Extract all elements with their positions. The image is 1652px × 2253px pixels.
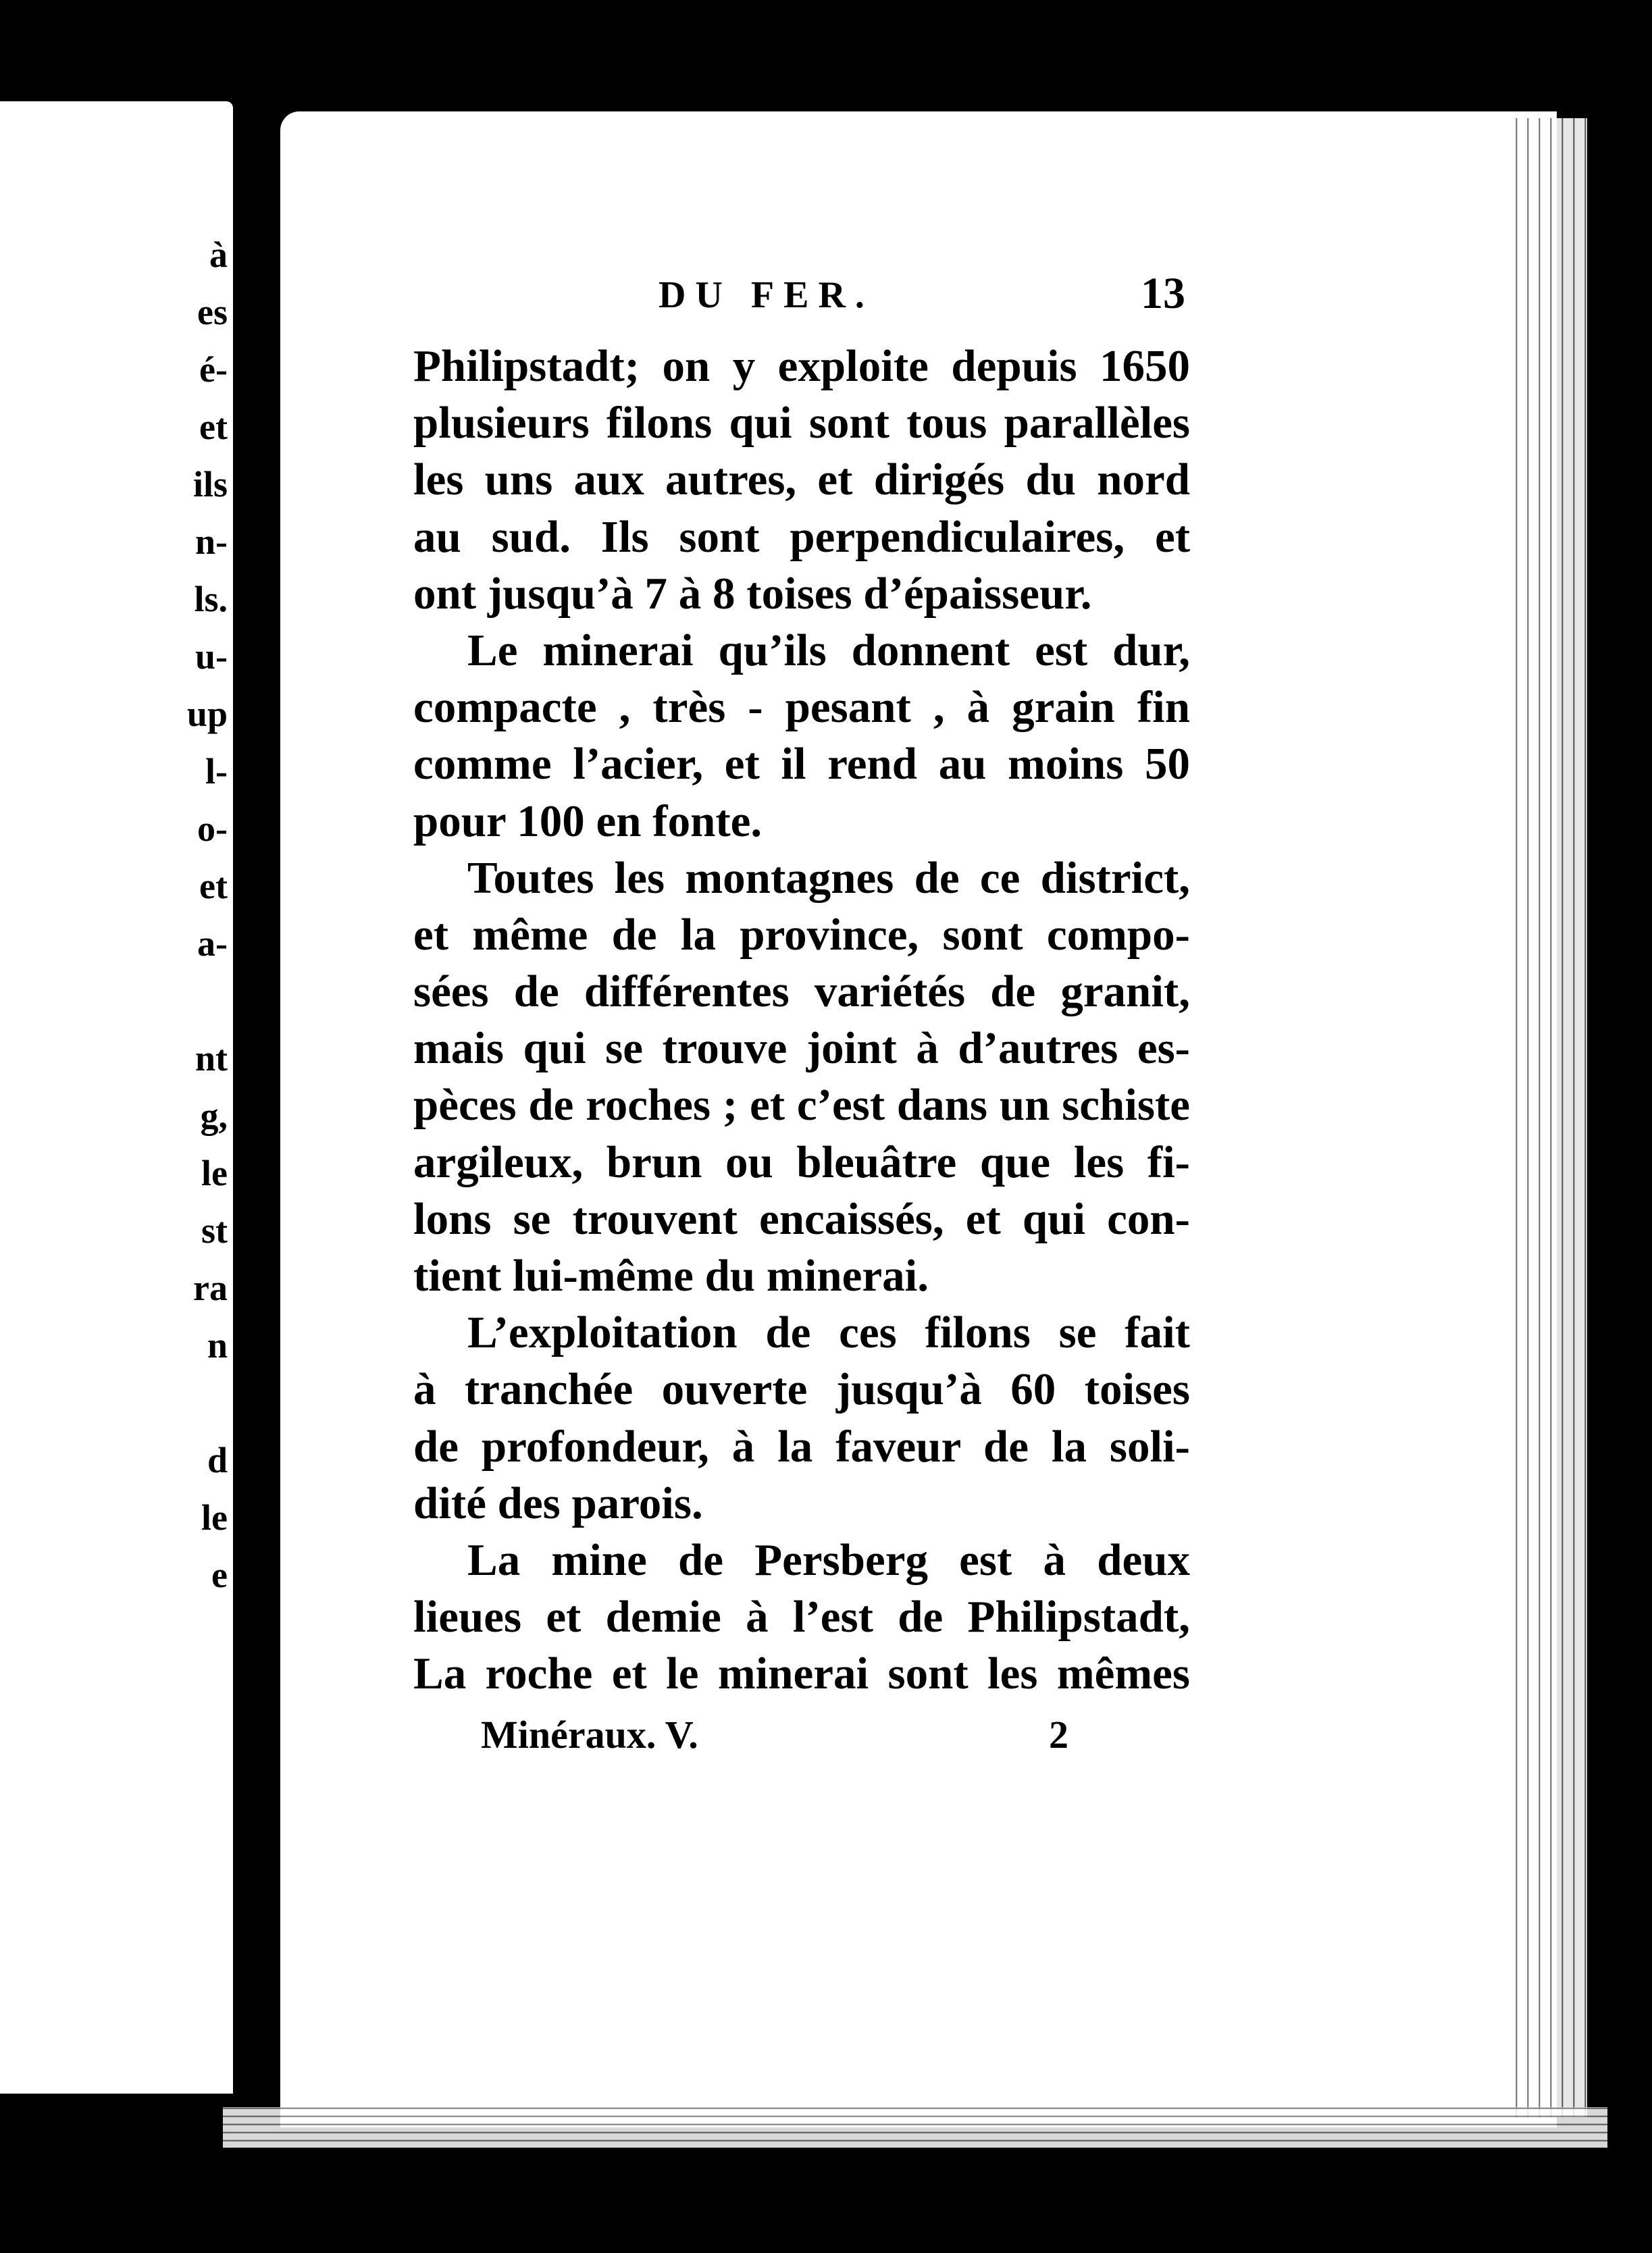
left-page-fragment: a- bbox=[197, 923, 228, 964]
left-page-fragment: et bbox=[199, 866, 228, 906]
text-line: compacte , très - pesant , à grain fin bbox=[413, 682, 1190, 733]
text-line: de profondeur, à la faveur de la soli- bbox=[413, 1421, 1190, 1472]
text-line: à tranchée ouverte jusqu’à 60 toises bbox=[413, 1364, 1190, 1415]
text-line: sées de différentes variétés de granit, bbox=[413, 966, 1190, 1017]
left-page-fragment: ils bbox=[192, 464, 228, 504]
left-page-fragment: o- bbox=[197, 808, 228, 849]
book-gutter bbox=[233, 0, 284, 2253]
left-page-fragment: et bbox=[199, 407, 228, 447]
left-page-fragment: g, bbox=[200, 1095, 228, 1136]
text-line: et même de la province, sont compo- bbox=[413, 909, 1190, 960]
text-line: pèces de roches ; et c’est dans un schiste bbox=[413, 1080, 1190, 1131]
text-line: dité des parois. bbox=[413, 1478, 703, 1528]
text-line: ont jusqu’à 7 à 8 toises d’épaisseur. bbox=[413, 568, 1092, 619]
previous-page bbox=[0, 101, 233, 2094]
text-line: La mine de Persberg est à deux bbox=[467, 1534, 1190, 1585]
text-line: mais qui se trouve joint à d’autres es- bbox=[413, 1023, 1190, 1074]
text-line: Philipstadt; on y exploite depuis 1650 bbox=[413, 341, 1190, 391]
left-page-fragment: d bbox=[207, 1440, 228, 1480]
text-line: comme l’acier, et il rend au moins 50 bbox=[413, 739, 1190, 789]
left-page-fragment: n- bbox=[195, 521, 228, 562]
text-line: La roche et le minerai sont les mêmes bbox=[413, 1649, 1190, 1699]
left-page-fragment: le bbox=[201, 1497, 228, 1538]
left-page-fragment: le bbox=[201, 1153, 228, 1193]
text-line: lons se trouvent encaissés, et qui con- bbox=[413, 1193, 1190, 1244]
left-page-fragment: é- bbox=[199, 349, 228, 390]
page-number: 13 bbox=[1141, 269, 1185, 318]
text-line: Le minerai qu’ils donnent est dur, bbox=[467, 625, 1190, 675]
left-page-fragment: ls. bbox=[194, 579, 228, 619]
left-page-fragment: l- bbox=[205, 751, 228, 792]
left-page-fragment: u- bbox=[195, 636, 228, 677]
text-line: au sud. Ils sont perpendiculaires, et bbox=[413, 511, 1190, 562]
running-title: DU FER. bbox=[659, 274, 874, 316]
text-line: plusieurs filons qui sont tous parallèles bbox=[413, 398, 1190, 448]
left-page-fragment: n bbox=[207, 1325, 228, 1366]
left-page-fragment: ra bbox=[193, 1268, 228, 1308]
left-page-fragment: es bbox=[197, 292, 228, 332]
text-line: lieues et demie à l’est de Philipstadt, bbox=[413, 1592, 1190, 1642]
text-line: tient lui-même du minerai. bbox=[413, 1251, 929, 1301]
signature-mark-text: Minéraux. V. bbox=[481, 1713, 698, 1757]
left-page-fragment: nt bbox=[195, 1038, 228, 1079]
text-line: Toutes les montagnes de ce district, bbox=[467, 852, 1190, 903]
left-page-fragment: à bbox=[209, 234, 228, 275]
left-page-fragment: e bbox=[211, 1555, 228, 1595]
text-line: les uns aux autres, et dirigés du nord bbox=[413, 455, 1190, 505]
signature-line bbox=[481, 1712, 1068, 1759]
page-edge-right bbox=[1506, 118, 1587, 2117]
body-text bbox=[413, 338, 1190, 1703]
text-line: argileux, brun ou bleuâtre que les fi- bbox=[413, 1137, 1190, 1187]
text-line: pour 100 en fonte. bbox=[413, 796, 763, 846]
text-line: L’exploitation de ces filons se fait bbox=[467, 1307, 1190, 1358]
left-page-fragment: st bbox=[201, 1210, 228, 1251]
page-edge-bottom bbox=[223, 2107, 1607, 2148]
signature-number: 2 bbox=[1049, 1713, 1068, 1757]
left-page-fragment: up bbox=[186, 694, 228, 734]
page-header bbox=[659, 269, 1185, 321]
